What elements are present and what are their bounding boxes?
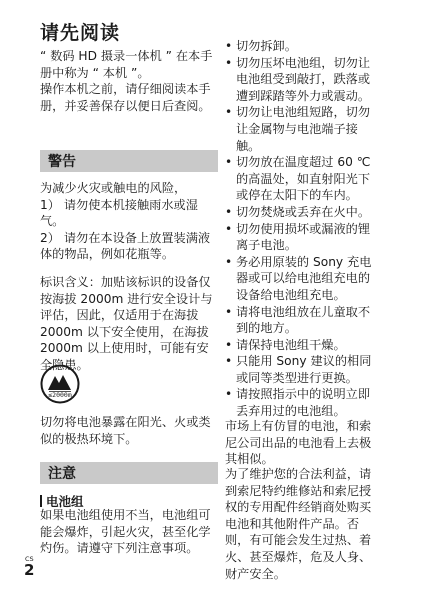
genuine-purchase-notice: 为了维护您的合法利益，请到索尼特约维修站和索尼授权的专用配件经销商处购买电池和其他附件产品。否则，有可能会发生过热、着火、甚至爆炸，危及人身、财产安全。 bbox=[225, 467, 372, 581]
list-item: • 切勿使用损坏或漏液的锂离子电池。 bbox=[225, 221, 381, 254]
list-item: • 切勿压坏电池组，切勿让电池组受到敲打，跌落或遭到踩踏等外力或震动。 bbox=[225, 55, 381, 105]
list-item: • 切勿放在温度超过 60 ℃的高温处，如直射阳光下或停在太阳下的车内。 bbox=[225, 154, 381, 204]
altitude-limit-icon bbox=[40, 364, 80, 404]
warning-header-bar bbox=[40, 150, 218, 172]
warning-line-1: 为减少火灾或触电的风险， bbox=[40, 181, 187, 195]
list-item: • 只能用 Sony 建议的相同或同等类型进行更换。 bbox=[225, 353, 381, 386]
list-item: • 请按照指示中的说明立即丢弃用过的电池组。 bbox=[225, 386, 381, 419]
sun-warning: 切勿将电池暴露在阳光、火或类似的极热环境下。 bbox=[40, 415, 211, 446]
warning-section bbox=[40, 180, 218, 263]
page-title: 请先阅读 bbox=[40, 22, 121, 44]
counterfeit-notice: 市场上有仿冒的电池，和索尼公司出品的电池看上去极其相似。 bbox=[225, 419, 372, 467]
subheading-marker bbox=[40, 495, 42, 507]
list-item: • 务必用原装的 Sony 充电器或可以给电池组充电的设备给电池组充电。 bbox=[225, 254, 381, 304]
list-item: • 切勿让电池组短路，切勿让金属物与电池端子接触。 bbox=[225, 104, 381, 154]
list-item: • 请将电池组放在儿童取不到的地方。 bbox=[225, 304, 381, 337]
battery-precautions-list bbox=[225, 38, 381, 420]
intro-paragraph-2: 操作本机之前，请仔细阅读本手册，并妥善保存以便日后查阅。 bbox=[40, 82, 211, 113]
list-item: • 切勿拆卸。 bbox=[225, 38, 381, 55]
intro-section bbox=[40, 48, 218, 114]
page-language-code: CS bbox=[25, 555, 34, 563]
altitude-icon-label: ≤2000m bbox=[48, 391, 72, 399]
caution-header-bar bbox=[40, 462, 218, 484]
caution-header: 注意 bbox=[48, 466, 76, 482]
battery-subheading-label: 电池组 bbox=[46, 494, 84, 509]
altitude-description: 标识含义：加贴该标识的设备仅按海拔 2000m 进行安全设计与评估，因此，仅适用于在海拔 2000m 以下安全使用，在海拔 2000m 以上使用时，可能有安全隐患。 bbox=[40, 275, 213, 372]
list-item: • 请保持电池组干燥。 bbox=[225, 337, 381, 354]
battery-caution-text: 如果电池组使用不当，电池组可能会爆炸，引起火灾，甚至化学灼伤。请遵守下列注意事项。 bbox=[40, 508, 211, 556]
warning-line-3: 2） 请勿在本设备上放置装满液体的物品，例如花瓶等。 bbox=[40, 230, 211, 262]
intro-paragraph-1: “ 数码 HD 摄录一体机 ” 在本手册中称为 “ 本机 ”。 bbox=[40, 49, 213, 80]
list-item: • 切勿焚烧或丢弃在火中。 bbox=[225, 204, 381, 221]
warning-line-2: 1） 请勿使本机接触雨水或湿气。 bbox=[40, 197, 198, 229]
page-number: 2 bbox=[24, 561, 35, 579]
warning-header: 警告 bbox=[48, 154, 76, 170]
